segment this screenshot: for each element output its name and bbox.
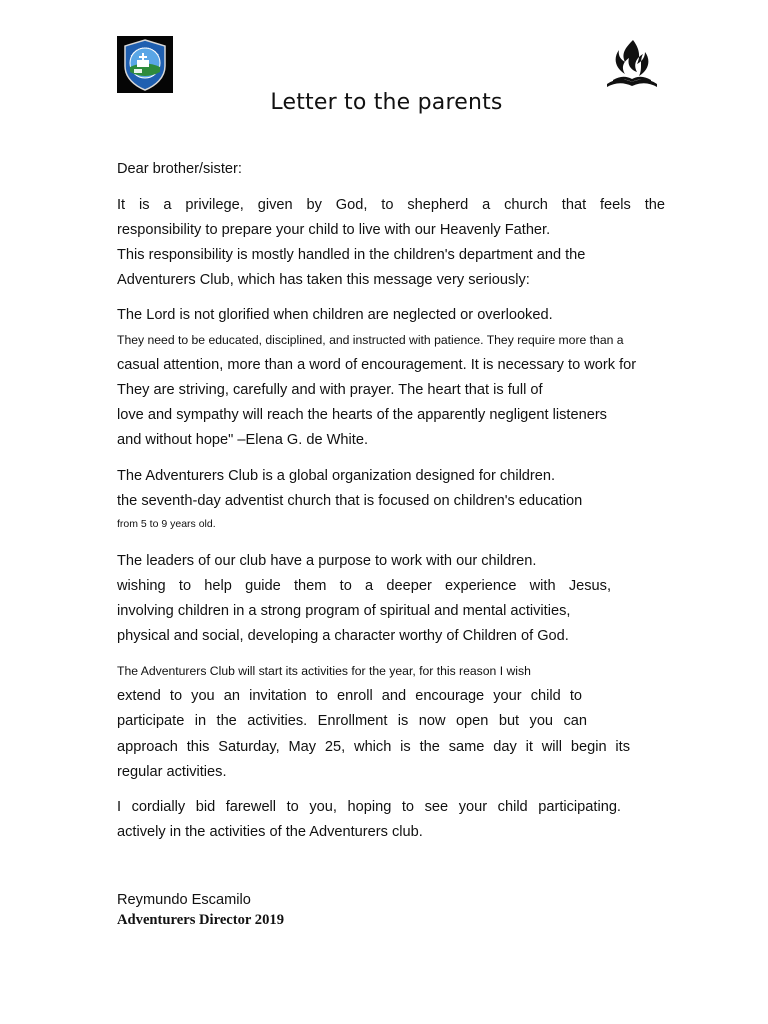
paragraph-line: I cordially bid farewell to you, hoping to see your child participating.: [117, 799, 621, 815]
paragraph-line: physical and social, developing a character worthy of Children of God.: [117, 628, 569, 644]
paragraph-line: They need to be educated, disciplined, and instructed with patience. They require more than a: [117, 333, 624, 347]
paragraph-line: extend to you an invitation to enroll and encourage your child to: [117, 688, 582, 704]
paragraph-line: This responsibility is mostly handled in the children's department and the: [117, 247, 586, 263]
adventist-church-flame-icon: [603, 38, 661, 88]
paragraph-line: responsibility to prepare your child to live with our Heavenly Father.: [117, 222, 551, 238]
paragraph-line: The Lord is not glorified when children are neglected or overlooked.: [117, 307, 553, 323]
paragraph-line: approach this Saturday, May 25, which is the same day it will begin its: [117, 739, 630, 755]
paragraph-line: participate in the activities. Enrollment is now open but you can: [117, 713, 587, 729]
paragraph-line: the seventh-day adventist church that is focused on children's education: [117, 493, 583, 509]
paragraph-line: from 5 to 9 years old.: [117, 518, 216, 530]
club-emblem-icon: [117, 36, 173, 93]
paragraph-line: casual attention, more than a word of encouragement. It is necessary to work for: [117, 357, 637, 373]
signature-title: Adventurers Director 2019: [117, 912, 284, 928]
paragraph-line: Adventurers Club, which has taken this message very seriously:: [117, 272, 530, 288]
greeting: Dear brother/sister:: [117, 161, 242, 177]
paragraph-line: involving children in a strong program of spiritual and mental activities,: [117, 603, 571, 619]
page-title: Letter to the parents: [270, 90, 503, 115]
paragraph-line: The Adventurers Club is a global organization designed for children.: [117, 468, 556, 484]
paragraph-line: They are striving, carefully and with prayer. The heart that is full of: [117, 382, 543, 398]
paragraph-line: The leaders of our club have a purpose to work with our children.: [117, 553, 537, 569]
paragraph-line: The Adventurers Club will start its activities for the year, for this reason I wish: [117, 664, 531, 678]
paragraph-line: and without hope" –Elena G. de White.: [117, 432, 369, 448]
signature-name: Reymundo Escamilo: [117, 892, 251, 908]
paragraph-line: It is a privilege, given by God, to shepherd a church that feels the: [117, 197, 665, 213]
paragraph-line: regular activities.: [117, 764, 227, 780]
paragraph-line: love and sympathy will reach the hearts of the apparently negligent listeners: [117, 407, 607, 423]
paragraph-line: wishing to help guide them to a deeper experience with Jesus,: [117, 578, 611, 594]
paragraph-line: actively in the activities of the Adventurers club.: [117, 824, 423, 840]
